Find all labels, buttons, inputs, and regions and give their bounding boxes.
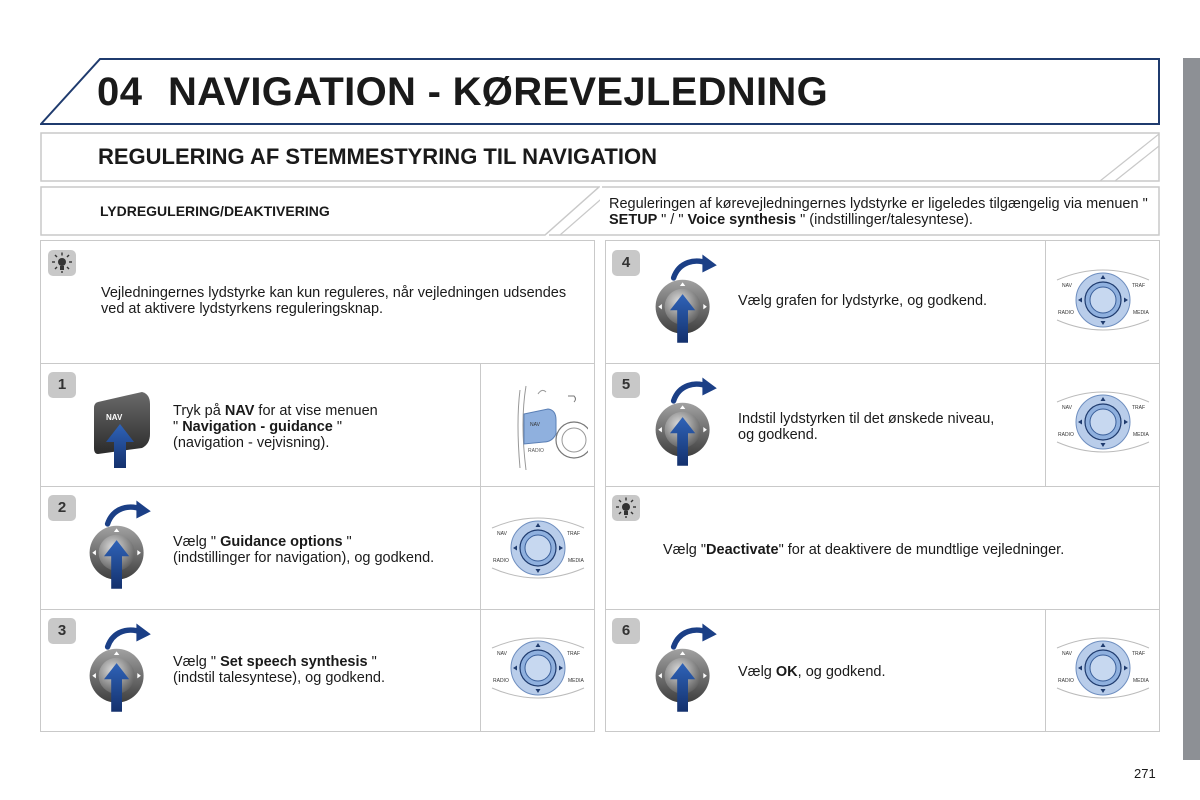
step-badge	[611, 249, 641, 277]
intro-text: Reguleringen af kørevejledningernes lydstyrke er ligeledes tilgængelig via menuen " SETUP " / " Voice synthesis " (indstillinger/talesyntese).	[609, 196, 1148, 228]
divider	[480, 363, 481, 732]
divider	[40, 609, 595, 610]
control-panel-illustration	[1055, 632, 1151, 704]
step-number: 4	[621, 254, 631, 271]
section-title: REGULERING AF STEMMESTYRING TIL NAVIGATION	[98, 144, 657, 169]
panel-traf-label: TRAF	[567, 531, 581, 537]
step-text: Vælg " Guidance options " (indstillinger for navigation), og godkend.	[173, 534, 435, 566]
panel-media-label: MEDIA	[1133, 310, 1149, 316]
step-text: Vælg OK, og godkend.	[738, 664, 886, 680]
illus-radio-label: RADIO	[528, 448, 544, 454]
control-panel-illustration	[490, 512, 586, 584]
step-number: 3	[57, 622, 67, 639]
panel-radio-label: RADIO	[1058, 678, 1074, 684]
control-panel-illustration	[490, 632, 586, 704]
panel-radio-label: RADIO	[1058, 432, 1074, 438]
step-badge	[611, 371, 641, 399]
rotary-knob-press-icon	[86, 500, 158, 600]
chapter-sidebar-tab	[1183, 58, 1200, 760]
tip-text: Vælg "Deactivate" for at deaktivere de mundtlige vejledninger.	[663, 542, 1065, 558]
panel-nav-label: NAV	[497, 531, 507, 537]
illus-nav-label: NAV	[530, 422, 540, 428]
rotary-knob-press-icon	[86, 623, 158, 723]
tip-text: Vejledningernes lydstyrke kan kun reguleres, når vejledningen udsendes ved at aktivere lydstyrkens reguleringsknap.	[101, 285, 567, 317]
page-number: 271	[1134, 766, 1156, 781]
panel-traf-label: TRAF	[1132, 405, 1146, 411]
divider	[605, 486, 1160, 487]
step-number: 6	[621, 622, 631, 639]
panel-nav-label: NAV	[1062, 283, 1072, 289]
step-badge	[47, 371, 77, 399]
rotary-knob-press-icon	[652, 254, 724, 354]
chapter-number: 04	[97, 70, 143, 114]
panel-radio-label: RADIO	[493, 678, 509, 684]
panel-traf-label: TRAF	[1132, 283, 1146, 289]
section-header: LYDREGULERING/DEAKTIVERING	[100, 203, 330, 219]
divider	[1045, 609, 1046, 732]
step-badge	[47, 494, 77, 522]
step-text: Vælg " Set speech synthesis " (indstil talesyntese), og godkend.	[173, 654, 385, 686]
panel-media-label: MEDIA	[1133, 432, 1149, 438]
panel-nav-label: NAV	[497, 651, 507, 657]
panel-media-label: MEDIA	[568, 678, 584, 684]
step-number: 2	[57, 499, 67, 516]
step-text: Tryk på NAV for at vise menuen " Navigation - guidance " (navigation - vejvisning).	[173, 403, 378, 451]
nav-button-press-icon	[92, 390, 156, 470]
divider	[40, 486, 595, 487]
divider	[605, 363, 1160, 364]
panel-traf-label: TRAF	[1132, 651, 1146, 657]
step-text: Vælg grafen for lydstyrke, og godkend.	[738, 293, 988, 309]
tip-lightbulb-icon	[47, 249, 77, 277]
nav-button-label: NAV	[106, 413, 123, 422]
step-number: 5	[621, 376, 631, 393]
panel-nav-label: NAV	[1062, 405, 1072, 411]
divider	[605, 609, 1160, 610]
panel-radio-label: RADIO	[493, 558, 509, 564]
panel-traf-label: TRAF	[567, 651, 581, 657]
step-text: Indstil lydstyrken til det ønskede niveau, og godkend.	[738, 411, 995, 443]
control-panel-illustration	[1055, 264, 1151, 336]
rotary-knob-press-icon	[652, 377, 724, 477]
tip-lightbulb-icon	[611, 494, 641, 522]
step-badge	[611, 617, 641, 645]
divider	[1045, 240, 1046, 486]
step-badge	[47, 617, 77, 645]
step-number: 1	[57, 376, 67, 393]
panel-media-label: MEDIA	[1133, 678, 1149, 684]
control-panel-illustration	[1055, 386, 1151, 458]
dashboard-nav-illustration	[512, 382, 588, 472]
divider	[40, 363, 595, 364]
panel-nav-label: NAV	[1062, 651, 1072, 657]
panel-media-label: MEDIA	[568, 558, 584, 564]
page-title: NAVIGATION - KØREVEJLEDNING	[168, 70, 828, 114]
rotary-knob-press-icon	[652, 623, 724, 723]
panel-radio-label: RADIO	[1058, 310, 1074, 316]
